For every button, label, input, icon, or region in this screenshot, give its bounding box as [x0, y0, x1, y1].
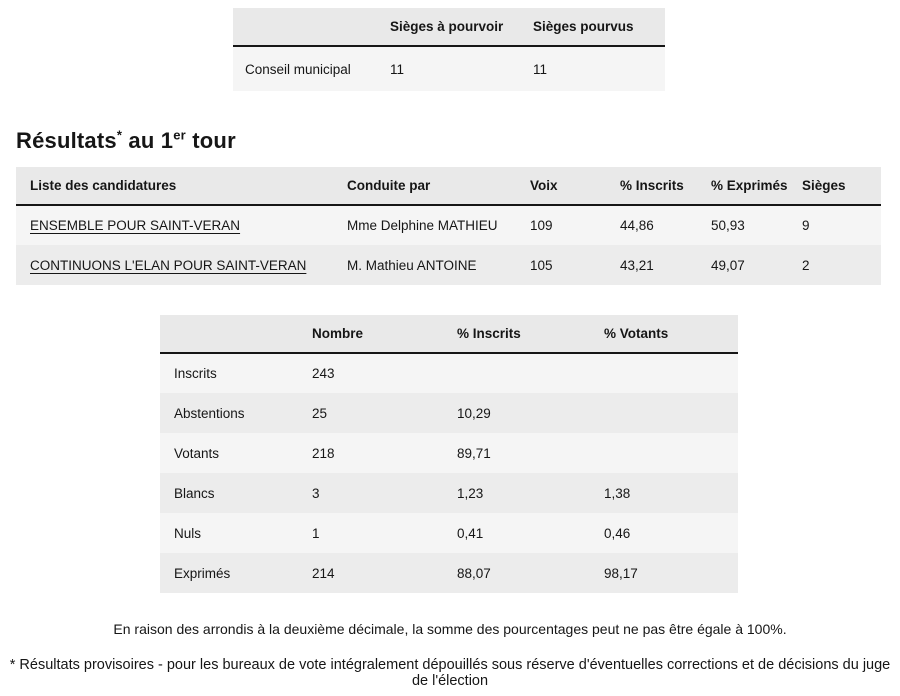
- row-label: Abstentions: [174, 405, 245, 421]
- table-cell: 10,29: [457, 405, 491, 421]
- table-row: [160, 553, 738, 593]
- column-header-sieges-a-pourvoir: Sièges à pourvoir: [378, 8, 521, 46]
- table-cell: 9: [802, 218, 810, 233]
- table-cell: 11: [533, 61, 548, 77]
- table-row: [16, 205, 881, 245]
- provisional-results-note: * Résultats provisoires - pour les bureaux de vote intégralement dépouillés sous réserve d'éventuelles corrections et de décisions du juge de l'élection: [9, 657, 891, 689]
- table-cell: [590, 393, 738, 433]
- table-cell: [16, 245, 333, 285]
- results-heading-asterisk: *: [116, 127, 123, 143]
- table-cell: 50,93: [711, 218, 745, 233]
- column-header-pct-exprimes: % Exprimés: [697, 167, 788, 205]
- column-header-sieges: Sièges: [788, 167, 881, 205]
- row-label: Exprimés: [174, 565, 231, 581]
- table-row: [160, 353, 738, 393]
- table-cell: [16, 205, 333, 245]
- table-cell: 43,21: [620, 257, 654, 273]
- table-cell: 109: [530, 218, 553, 233]
- table-cell: [443, 353, 590, 393]
- column-header-pct-votants: % Votants: [590, 315, 738, 353]
- table-cell: 11: [390, 61, 405, 77]
- row-label: Blancs: [174, 485, 215, 501]
- table-cell: M. Mathieu ANTOINE: [347, 257, 477, 273]
- table-cell: 1,38: [604, 485, 631, 501]
- table-cell: 214: [312, 565, 335, 581]
- results-table: [16, 167, 881, 285]
- table-cell: 44,86: [620, 218, 654, 233]
- column-header-pct-inscrits: % Inscrits: [443, 315, 590, 353]
- table-row: [16, 245, 881, 285]
- results-heading-middle: au 1: [122, 128, 174, 153]
- table-cell: 1,23: [457, 485, 484, 501]
- results-heading-tail: tour: [185, 128, 236, 153]
- column-header-sieges-pourvus: Sièges pourvus: [521, 8, 665, 46]
- table-cell: 89,71: [457, 445, 491, 461]
- table-row: [160, 513, 738, 553]
- seats-table: [233, 8, 665, 91]
- column-header-empty: [233, 8, 378, 46]
- column-header-pct-inscrits: % Inscrits: [606, 167, 697, 205]
- table-cell: 3: [312, 485, 320, 501]
- table-row: [233, 46, 665, 91]
- table-cell: 49,07: [711, 257, 745, 273]
- column-header-liste: Liste des candidatures: [16, 167, 333, 205]
- table-cell: 25: [312, 405, 328, 421]
- results-heading-title: Résultats: [16, 128, 117, 153]
- table-cell: 0,46: [604, 525, 631, 541]
- table-row: [160, 433, 738, 473]
- column-header-nombre: Nombre: [298, 315, 443, 353]
- table-cell: [590, 353, 738, 393]
- table-cell: Mme Delphine MATHIEU: [347, 218, 498, 233]
- results-heading: [16, 128, 900, 154]
- seats-table-header-row: [233, 8, 665, 46]
- results-heading-ordinal: er: [173, 127, 186, 143]
- candidate-list-link[interactable]: ENSEMBLE POUR SAINT-VERAN: [30, 218, 241, 233]
- table-cell: 0,41: [457, 525, 484, 541]
- table-row: [160, 393, 738, 433]
- candidate-list-link[interactable]: CONTINUONS L'ELAN POUR SAINT-VERAN: [30, 257, 307, 273]
- table-cell: 105: [530, 257, 553, 273]
- participation-table: [160, 315, 738, 593]
- table-cell: 2: [802, 257, 810, 273]
- row-label: Nuls: [174, 525, 202, 541]
- row-label: Votants: [174, 445, 220, 461]
- table-cell: 1: [312, 525, 320, 541]
- table-cell: 218: [312, 445, 335, 461]
- table-cell: [590, 433, 738, 473]
- row-label: Inscrits: [174, 366, 217, 381]
- table-cell: 88,07: [457, 565, 491, 581]
- results-table-header-row: [16, 167, 881, 205]
- participation-table-header-row: [160, 315, 738, 353]
- column-header-conduite-par: Conduite par: [333, 167, 516, 205]
- table-cell: 98,17: [604, 565, 638, 581]
- table-row: [160, 473, 738, 513]
- column-header-empty: [160, 315, 298, 353]
- row-label-conseil-municipal: Conseil municipal: [245, 61, 351, 77]
- column-header-voix: Voix: [516, 167, 606, 205]
- table-cell: 243: [312, 366, 335, 381]
- rounding-note: En raison des arrondis à la deuxième décimale, la somme des pourcentages peut ne pas être égale à 100%.: [113, 621, 787, 637]
